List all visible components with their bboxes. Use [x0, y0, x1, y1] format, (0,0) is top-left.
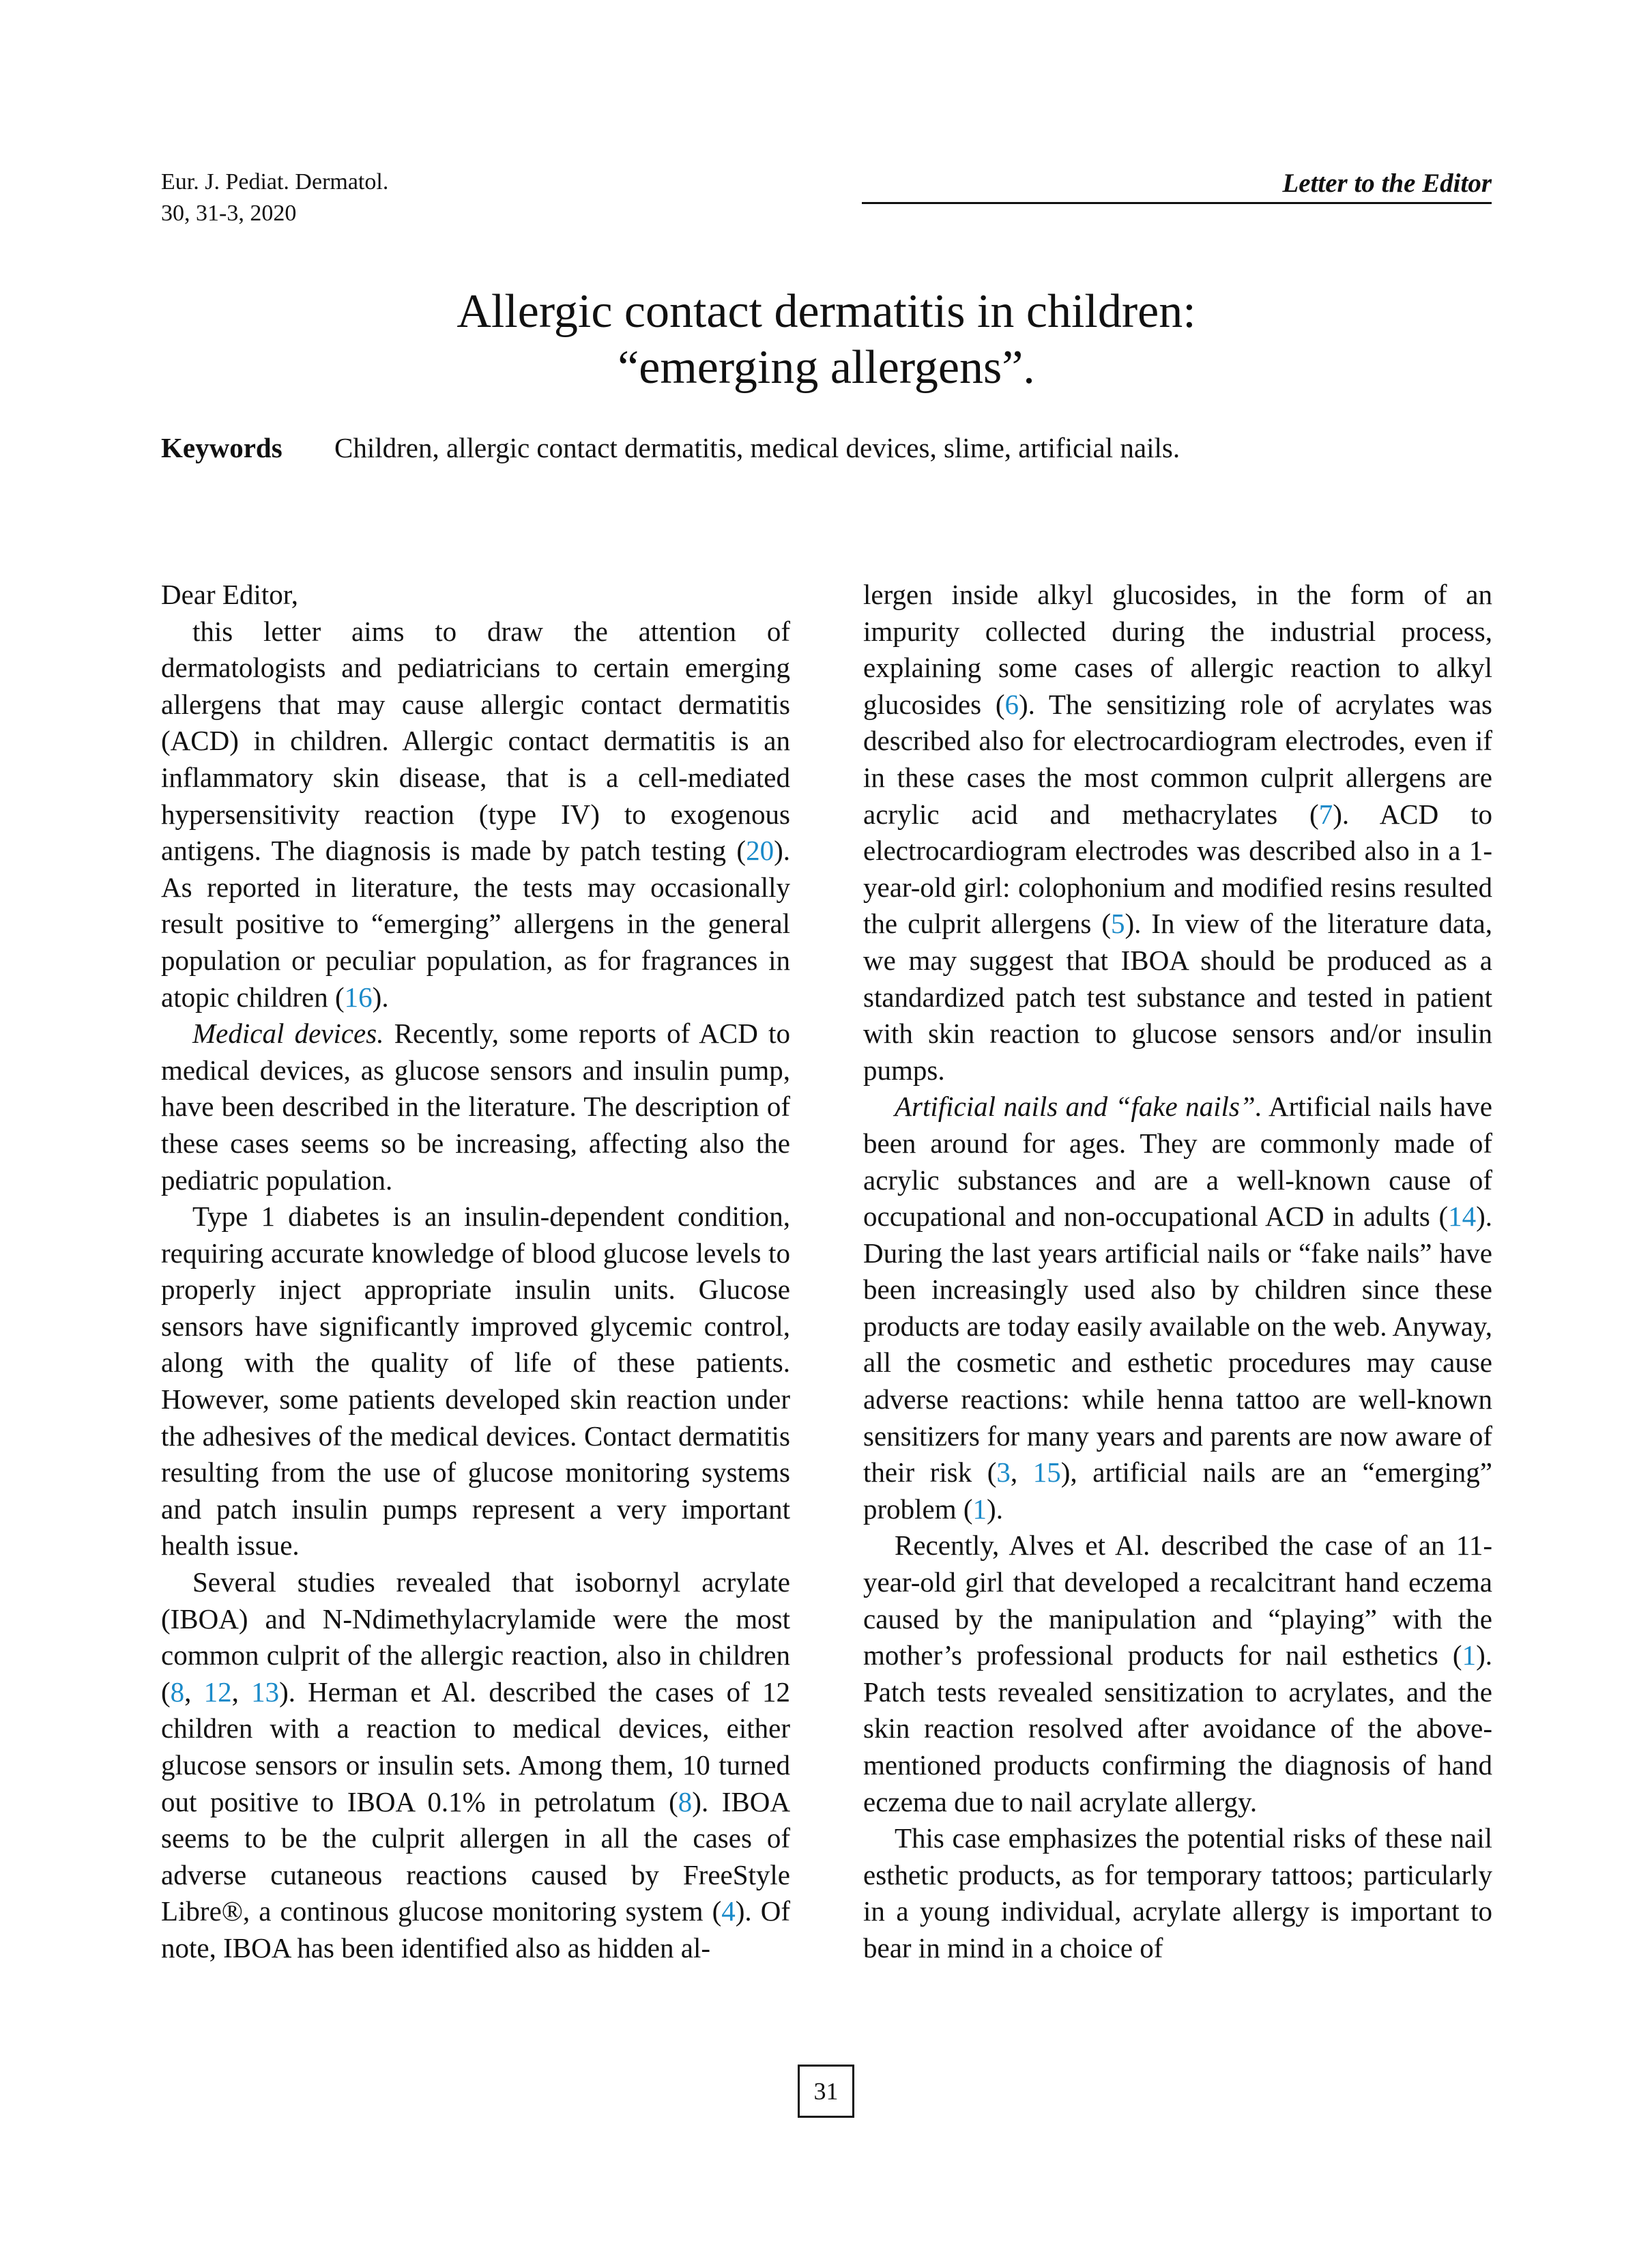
salutation	[161, 577, 790, 614]
body-column-right	[863, 577, 1492, 1967]
body-column-left	[161, 577, 790, 1967]
title-line-1: Allergic contact dermatitis in children:	[457, 285, 1196, 338]
journal-name: Eur. J. Pediat. Dermatol.	[161, 169, 389, 195]
paragraph-text: this letter aims to draw the attention of dermatologists and pediatricians to certain emerging allergens that may cause allergic contact dermatitis (ACD) in children. Allergic contact dermatitis is an inflammatory skin disease, that is a cell-mediated hypersensitivity reaction (type IV) to exogenous antigens. The diagnosis is made by patch testing (20). As reported in literature, the tests may occasionally result positive to “emerging” allergens in the general population or peculiar population, as for fragrances in atopic children (16).	[161, 615, 790, 1013]
reference-link[interactable]: 1	[972, 1493, 987, 1525]
paragraph-text: Recently, some reports of ACD to medical devices, as glucose sensors and insulin pump, have been described in the literature. The description of these cases seems so be increasing, affecting also the pediatric population.	[161, 1018, 790, 1196]
paragraph	[161, 614, 790, 1016]
paragraph-text: lergen inside alkyl glucosides, in the form of an impurity collected during the industrial process, explaining some cases of allergic reaction to alkyl glucosides (6). The sensitizing role of acrylates was described also for electrocardiogram electrodes, even if in these cases the most common culprit allergens are acrylic acid and methacrylates (7). ACD to electrocardiogram electrodes was described also in a 1-year-old girl: colophonium and modified resins resulted the culprit allergens (5). In view of the literature data, we may suggest that IBOA should be produced as a standardized patch test substance and tested in patient with skin reaction to glucose sensors and/or insulin pumps.	[863, 579, 1492, 1086]
paragraph-text: Recently, Alves et Al. described the case of an 11-year-old girl that developed a recalcitrant hand eczema caused by the manipulation and “playing” with the mother’s professional products for nail esthetics (1). Patch tests revealed sensitization to acrylates, and the skin reaction resolved after avoidance of the above-mentioned products confirming the diagnosis of hand eczema due to nail acrylate allergy.	[863, 1529, 1492, 1817]
title-line-2: “emerging allergens”.	[618, 341, 1035, 394]
paragraph	[161, 1198, 790, 1564]
article-title	[161, 284, 1492, 396]
reference-link[interactable]: 7	[1318, 798, 1333, 830]
reference-link[interactable]: 4	[721, 1895, 736, 1927]
reference-link[interactable]: 1	[1462, 1639, 1477, 1671]
paragraph	[863, 577, 1492, 1089]
paragraph-text: This case emphasizes the potential risks of these nail esthetic products, as for temporary tattoos; particularly in a young individual, acrylate allergy is important to bear in mind in a choice of	[863, 1822, 1492, 1964]
keywords-label: Keywords	[161, 432, 282, 463]
paragraph	[161, 1016, 790, 1198]
paragraph	[863, 1527, 1492, 1820]
paragraph-text: Several studies revealed that isobornyl acrylate (IBOA) and N-Ndimethylacrylamide were the most common culprit of the allergic reaction, also in children (8, 12, 13). Herman et Al. described the cases of 12 children with a reaction to medical devices, either glucose sensors or insulin sets. Among them, 10 turned out positive to IBOA 0.1% in petrolatum (8). IBOA seems to be the culprit allergen in all the cases of adverse cutaneous reactions caused by FreeStyle Libre®, a continous glucose monitoring system (4). Of note, IBOA has been identified also as hidden al-	[161, 1566, 791, 1964]
reference-link[interactable]: 16	[344, 981, 373, 1013]
paragraph-heading: Medical devices.	[192, 1018, 384, 1050]
page-number	[798, 2065, 854, 2118]
keywords-text: Children, allergic contact dermatitis, medical devices, slime, artificial nails.	[334, 432, 1180, 463]
reference-link[interactable]: 5	[1111, 908, 1125, 940]
reference-link[interactable]: 3	[996, 1456, 1011, 1489]
paragraph	[161, 1564, 790, 1967]
paragraph-text: Artificial nails have been around for ages. They are commonly made of acrylic substances and are a well-known cause of occupational and non-occupational ACD in adults (14). During the last years artificial nails or “fake nails” have been increasingly used also by children since these products are today easily available on the web. Anyway, all the cosmetic and esthetic procedures may cause adverse reactions: while henna tattoo are well-known sensitizers for many years and parents are now aware of their risk (3, 15), artificial nails are an “emerging” problem (1).	[863, 1091, 1493, 1525]
keywords	[161, 429, 1180, 467]
journal-citation	[161, 167, 388, 229]
reference-link[interactable]: 13	[251, 1676, 280, 1708]
paragraph-text: Type 1 diabetes is an insulin-dependent condition, requiring accurate knowledge of blood glucose levels to properly inject appropriate insulin units. Glucose sensors have significantly improved glycemic control, along with the quality of life of these patients. However, some patients developed skin reaction under the adhesives of the medical devices. Contact dermatitis resulting from the use of glucose monitoring systems and patch insulin pumps represent a very important health issue.	[161, 1201, 790, 1562]
page-number-text: 31	[813, 2078, 839, 2105]
reference-link[interactable]: 12	[203, 1676, 232, 1708]
reference-link[interactable]: 15	[1032, 1456, 1061, 1489]
paragraph	[863, 1820, 1492, 1966]
paragraph-text: Dear Editor,	[161, 579, 298, 610]
paragraph	[863, 1089, 1492, 1527]
reference-link[interactable]: 6	[1004, 688, 1019, 720]
reference-link[interactable]: 14	[1448, 1201, 1477, 1233]
section-label: Letter to the Editor	[1282, 169, 1492, 198]
reference-link[interactable]: 8	[678, 1785, 693, 1817]
reference-link[interactable]: 8	[170, 1676, 185, 1708]
paragraph-heading: Artificial nails and “fake nails”.	[895, 1091, 1262, 1123]
journal-volume: 30, 31-3, 2020	[161, 201, 297, 226]
header-rule	[862, 202, 1492, 204]
reference-link[interactable]: 20	[746, 835, 774, 867]
